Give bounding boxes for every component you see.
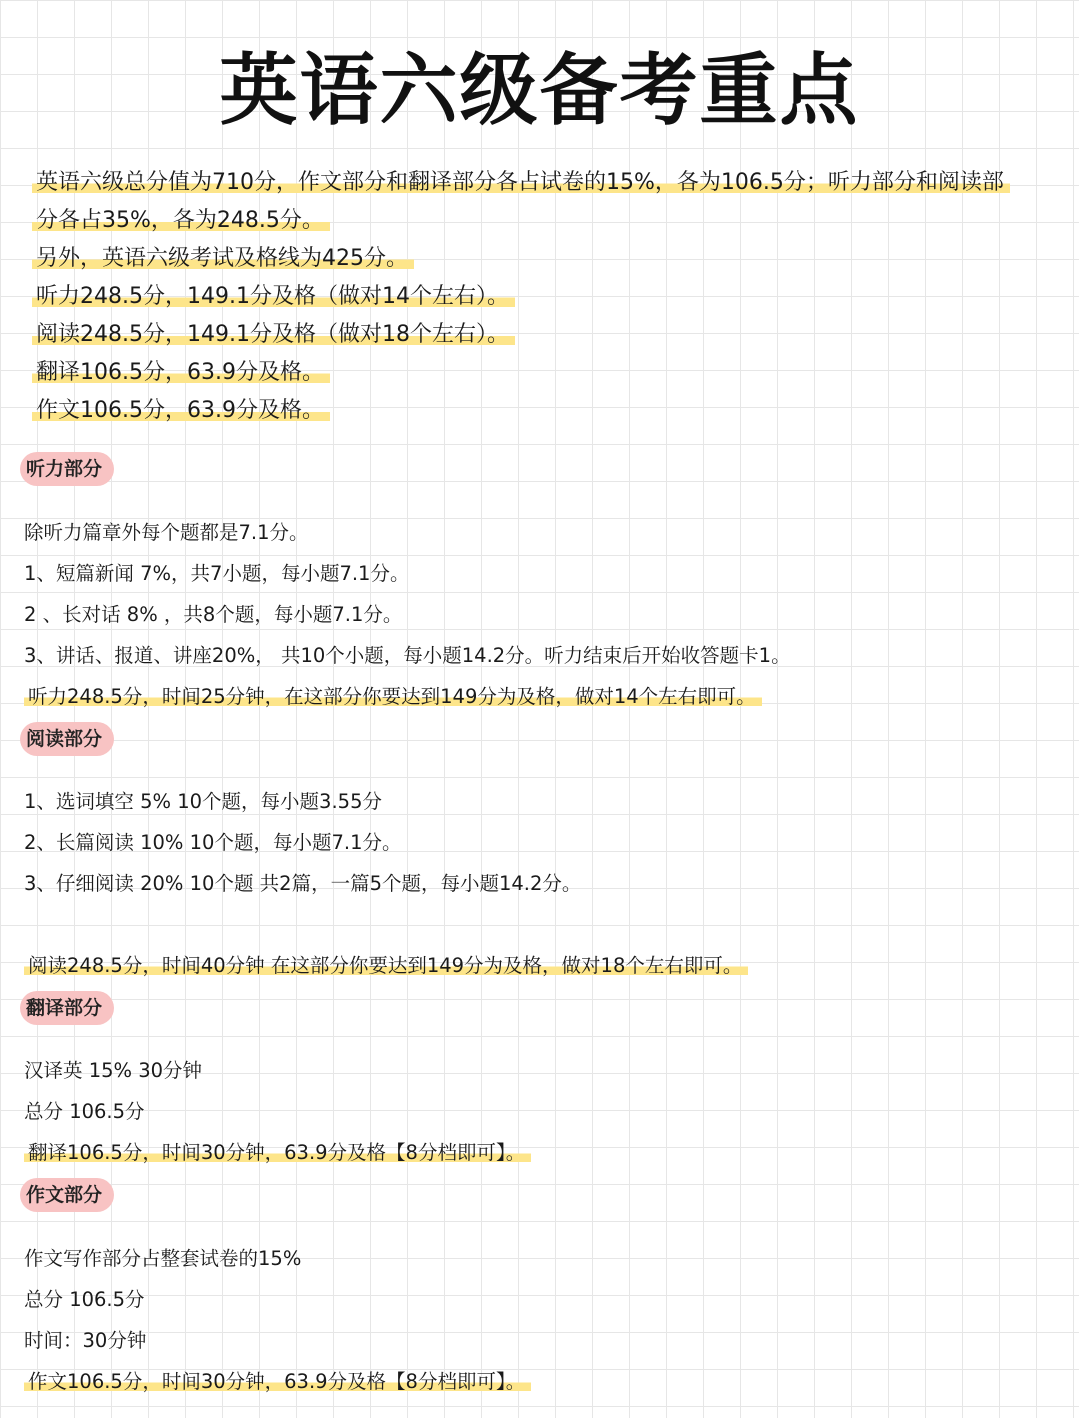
listening-line: 3、讲话、报道、讲座20%， 共10个小题，每小题14.2分。听力结束后开始收答题卡1。 <box>24 644 791 667</box>
reading-line: 2、长篇阅读 10% 10个题，每小题7.1分。 <box>24 831 402 854</box>
intro-text: 英语六级总分值为710分，作文部分和翻译部分各占试卷的15%，各为106.5分；听力部分和阅读部 <box>32 170 1010 195</box>
writing-line: 总分 106.5分 <box>24 1288 145 1311</box>
intro-line <box>32 203 330 234</box>
translation-line: 总分 106.5分 <box>24 1100 145 1123</box>
section-heading-translation: 翻译部分 <box>20 991 114 1025</box>
reading-summary <box>24 950 748 978</box>
intro-line <box>32 393 330 424</box>
section-heading-listening: 听力部分 <box>20 452 114 486</box>
listening-summary-text: 听力248.5分，时间25分钟，在这部分你要达到149分为及格，做对14个左右即可。 <box>24 685 762 708</box>
intro-text: 阅读248.5分，149.1分及格（做对18个左右）。 <box>32 322 515 347</box>
intro-line <box>32 279 515 310</box>
intro-text: 另外，英语六级考试及格线为425分。 <box>32 246 414 271</box>
intro-line <box>32 317 515 348</box>
writing-summary-text: 作文106.5分，时间30分钟，63.9分及格【8分档即可】。 <box>24 1370 531 1393</box>
reading-line: 3、仔细阅读 20% 10个题 共2篇，一篇5个题，每小题14.2分。 <box>24 872 582 895</box>
page-title: 英语六级备考重点 <box>219 46 860 136</box>
listening-line: 除听力篇章外每个题都是7.1分。 <box>24 521 309 544</box>
writing-line: 作文写作部分占整套试卷的15% <box>24 1247 302 1270</box>
intro-line <box>32 355 330 386</box>
reading-line: 1、选词填空 5% 10个题，每小题3.55分 <box>24 790 382 813</box>
intro-text: 作文106.5分，63.9分及格。 <box>32 398 330 423</box>
listening-summary <box>24 681 762 709</box>
listening-line: 2 、长对话 8% ，共8个题，每小题7.1分。 <box>24 603 403 626</box>
writing-summary <box>24 1366 531 1394</box>
intro-text: 翻译106.5分，63.9分及格。 <box>32 360 330 385</box>
writing-line: 时间：30分钟 <box>24 1329 147 1352</box>
intro-text: 听力248.5分，149.1分及格（做对14个左右）。 <box>32 284 515 309</box>
translation-line: 汉译英 15% 30分钟 <box>24 1059 203 1082</box>
intro-line <box>32 165 1010 196</box>
intro-text: 分各占35%，各为248.5分。 <box>32 208 330 233</box>
intro-line <box>32 241 414 272</box>
section-heading-writing: 作文部分 <box>20 1178 114 1212</box>
reading-summary-text: 阅读248.5分，时间40分钟 在这部分你要达到149分为及格，做对18个左右即可。 <box>24 954 748 977</box>
translation-summary-text: 翻译106.5分，时间30分钟，63.9分及格【8分档即可】。 <box>24 1141 531 1164</box>
listening-line: 1、短篇新闻 7%，共7小题，每小题7.1分。 <box>24 562 410 585</box>
translation-summary <box>24 1137 531 1165</box>
section-heading-reading: 阅读部分 <box>20 722 114 756</box>
